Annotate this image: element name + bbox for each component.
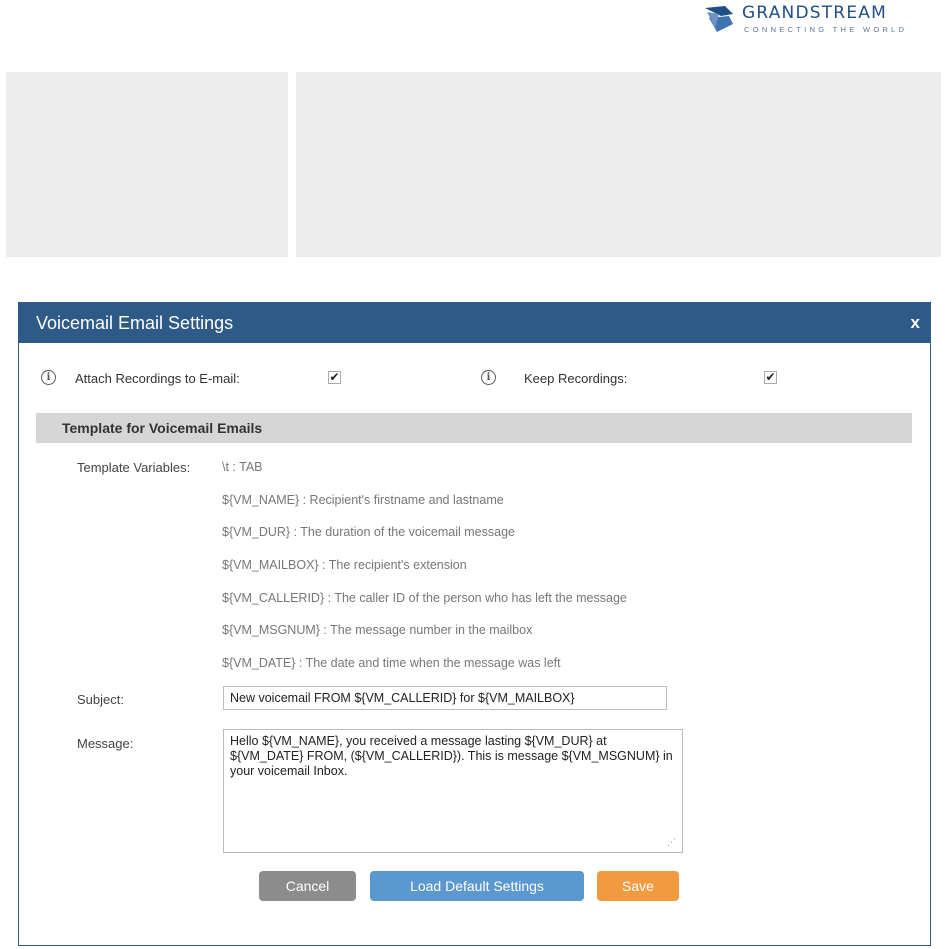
dialog-header (19, 303, 930, 343)
subject-input[interactable] (223, 686, 667, 710)
brand-name: GRANDSTREAM (742, 3, 887, 23)
template-variable-item: ${VM_CALLERID} : The caller ID of the person who has left the message (222, 591, 627, 605)
grandstream-logo-icon (703, 2, 737, 36)
keep-recordings-row (481, 369, 781, 389)
keep-recordings-label: Keep Recordings: (524, 371, 628, 386)
info-icon[interactable]: i (41, 370, 56, 385)
template-variable-item: ${VM_DUR} : The duration of the voicemail message (222, 525, 515, 539)
message-label: Message: (77, 736, 134, 751)
info-icon[interactable]: i (481, 370, 496, 385)
keep-recordings-checkbox[interactable]: ✔ (765, 370, 776, 384)
template-variable-item: ${VM_MAILBOX} : The recipient's extension (222, 558, 467, 572)
grandstream-logo (700, 0, 940, 42)
header-panel-right (296, 72, 941, 257)
header-panel-left (6, 72, 288, 257)
template-variable-item: ${VM_NAME} : Recipient's firstname and lastname (222, 493, 504, 507)
close-icon[interactable]: x (910, 313, 920, 332)
attach-recordings-row (41, 369, 341, 389)
resize-grip-icon[interactable]: ⋰ (667, 837, 676, 847)
voicemail-email-settings-dialog (18, 302, 931, 946)
cancel-button[interactable]: Cancel (259, 871, 356, 901)
template-section-header (36, 413, 912, 443)
template-variable-item: ${VM_MSGNUM} : The message number in the mailbox (222, 623, 533, 637)
save-button[interactable]: Save (597, 871, 679, 901)
attach-recordings-checkbox[interactable]: ✔ (329, 370, 340, 384)
dialog-title: Voicemail Email Settings (36, 313, 234, 333)
template-variables-label: Template Variables: (77, 460, 191, 475)
attach-recordings-label: Attach Recordings to E-mail: (75, 371, 240, 386)
template-variable-item: ${VM_DATE} : The date and time when the message was left (222, 656, 561, 670)
template-variable-item: \t : TAB (222, 460, 263, 474)
section-title: Template for Voicemail Emails (62, 420, 263, 436)
load-default-settings-button[interactable]: Load Default Settings (370, 871, 584, 901)
brand-tagline: CONNECTING THE WORLD (744, 25, 908, 34)
message-textarea[interactable] (223, 729, 683, 853)
subject-label: Subject: (77, 692, 124, 707)
